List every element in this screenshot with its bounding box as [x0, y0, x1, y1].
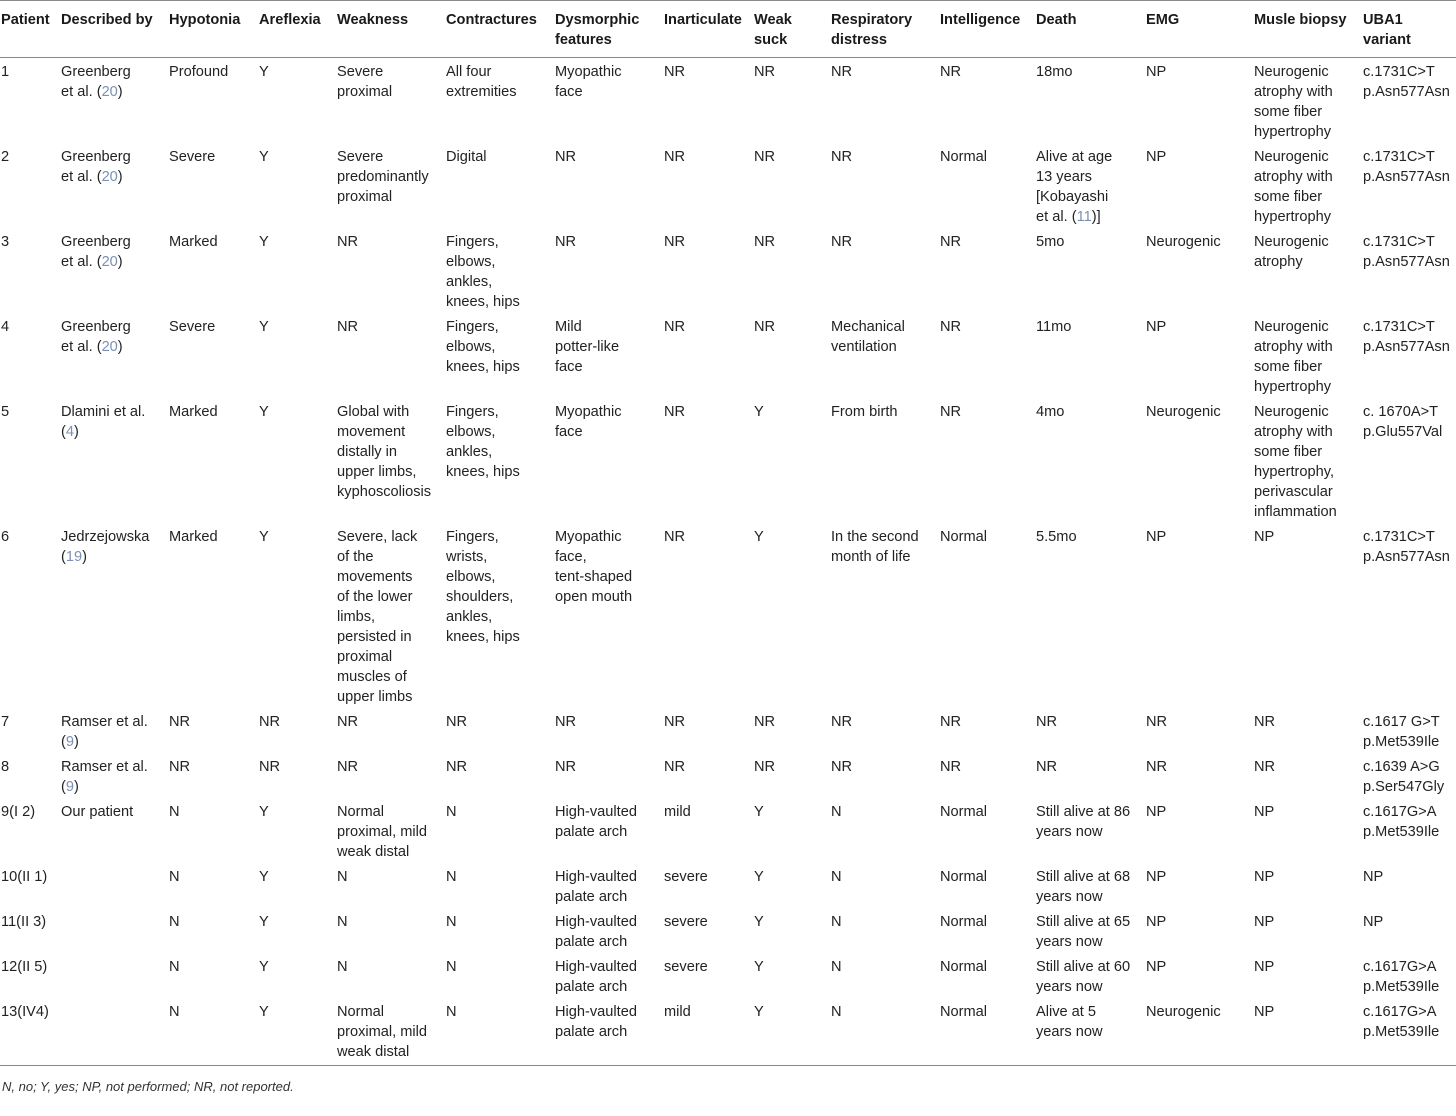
weakness-cell: N: [337, 914, 348, 930]
table-row: [0, 523, 1456, 708]
emg-cell: Neurogenic: [1146, 404, 1221, 420]
table-row: [0, 863, 1456, 908]
dysmorphic-features-cell: Myopathic face: [555, 64, 622, 100]
reference-link[interactable]: 20: [101, 254, 118, 270]
table-row: [0, 798, 1456, 863]
death-cell: [1034, 143, 1144, 228]
weakness-cell: Severe predominantly proximal: [337, 149, 429, 205]
dysmorphic-features-cell: High-vaulted palate arch: [555, 914, 637, 950]
contractures-cell: N: [446, 1004, 457, 1020]
table-row: [0, 58, 1456, 144]
intelligence-cell: NR: [940, 404, 962, 420]
muscle-biopsy-cell: NP: [1254, 1004, 1275, 1020]
column-header: Weak suck: [752, 1, 829, 58]
hypotonia-cell: Severe: [169, 149, 216, 165]
hypotonia-cell: Profound: [169, 64, 229, 80]
weakness-cell: NR: [337, 319, 359, 335]
column-header: Intelligence: [938, 1, 1034, 58]
respiratory-distress-cell: NR: [831, 149, 853, 165]
cell-text-suffix: ): [117, 254, 123, 270]
cell-text: NR: [1036, 759, 1058, 775]
uba1-variant-cell: c.1731C>T p.Asn577Asn: [1363, 529, 1450, 565]
weak-suck-cell: NR: [754, 149, 776, 165]
weak-suck-cell: Y: [754, 959, 764, 975]
emg-cell: NP: [1146, 869, 1167, 885]
muscle-biopsy-cell: NR: [1254, 714, 1276, 730]
uba1-variant-cell: c.1639 A>G p.Ser547Gly: [1363, 759, 1445, 795]
emg-cell: NP: [1146, 149, 1167, 165]
described-by-cell: [59, 953, 167, 998]
respiratory-distress-cell: NR: [831, 714, 853, 730]
inarticulate-cell: severe: [664, 869, 708, 885]
column-header: Areflexia: [257, 1, 335, 58]
dysmorphic-features-cell: High-vaulted palate arch: [555, 1004, 637, 1040]
cell-text: Ramser et al. (: [61, 759, 148, 795]
table-row: [0, 398, 1456, 523]
death-cell: [1034, 953, 1144, 998]
weak-suck-cell: NR: [754, 714, 776, 730]
inarticulate-cell: mild: [664, 804, 691, 820]
areflexia-cell: Y: [259, 404, 269, 420]
inarticulate-cell: severe: [664, 959, 708, 975]
weak-suck-cell: Y: [754, 1004, 764, 1020]
areflexia-cell: NR: [259, 759, 281, 775]
intelligence-cell: Normal: [940, 959, 988, 975]
uba1-variant-cell: c.1617G>A p.Met539Ile: [1363, 1004, 1440, 1040]
weakness-cell: NR: [337, 714, 359, 730]
muscle-biopsy-cell: NR: [1254, 759, 1276, 775]
dysmorphic-features-cell: NR: [555, 759, 577, 775]
patient-id-cell: 3: [1, 234, 10, 250]
areflexia-cell: Y: [259, 319, 269, 335]
cell-text-suffix: ): [117, 169, 123, 185]
column-header: EMG: [1144, 1, 1252, 58]
weak-suck-cell: NR: [754, 234, 776, 250]
areflexia-cell: Y: [259, 529, 269, 545]
reference-link[interactable]: 20: [101, 169, 118, 185]
intelligence-cell: Normal: [940, 804, 988, 820]
hypotonia-cell: Severe: [169, 319, 216, 335]
described-by-cell: [59, 998, 167, 1065]
weakness-cell: N: [337, 959, 348, 975]
emg-cell: NP: [1146, 804, 1167, 820]
intelligence-cell: NR: [940, 319, 962, 335]
respiratory-distress-cell: NR: [831, 234, 853, 250]
respiratory-distress-cell: NR: [831, 64, 853, 80]
cell-text: 5.5mo: [1036, 529, 1077, 545]
weakness-cell: N: [337, 869, 348, 885]
intelligence-cell: Normal: [940, 529, 988, 545]
areflexia-cell: Y: [259, 64, 269, 80]
described-by-cell: [59, 313, 167, 398]
hypotonia-cell: Marked: [169, 234, 218, 250]
weak-suck-cell: Y: [754, 869, 764, 885]
death-cell: [1034, 398, 1144, 523]
dysmorphic-features-cell: NR: [555, 234, 577, 250]
areflexia-cell: Y: [259, 149, 269, 165]
hypotonia-cell: NR: [169, 714, 191, 730]
dysmorphic-features-cell: Myopathic face: [555, 404, 622, 440]
table-row: [0, 708, 1456, 753]
column-header: Dysmorphic features: [553, 1, 662, 58]
described-by-cell: [59, 143, 167, 228]
contractures-cell: NR: [446, 714, 468, 730]
patient-id-cell: 2: [1, 149, 10, 165]
table-row: [0, 228, 1456, 313]
uba1-variant-cell: c.1731C>T p.Asn577Asn: [1363, 64, 1450, 100]
hypotonia-cell: N: [169, 804, 180, 820]
weak-suck-cell: Y: [754, 914, 764, 930]
reference-link[interactable]: 11: [1076, 209, 1092, 225]
intelligence-cell: Normal: [940, 1004, 988, 1020]
death-cell: [1034, 998, 1144, 1065]
hypotonia-cell: Marked: [169, 404, 218, 420]
cell-text: Still alive at 60 years now: [1036, 959, 1131, 995]
muscle-biopsy-cell: NP: [1254, 529, 1275, 545]
hypotonia-cell: N: [169, 959, 180, 975]
emg-cell: NP: [1146, 529, 1167, 545]
death-cell: [1034, 753, 1144, 798]
areflexia-cell: Y: [259, 869, 269, 885]
patient-id-cell: 8: [1, 759, 10, 775]
table-body: [0, 58, 1456, 1066]
cell-text: Greenberg et al. (: [61, 64, 131, 100]
respiratory-distress-cell: From birth: [831, 404, 898, 420]
table-row: [0, 953, 1456, 998]
column-header: Described by: [59, 1, 167, 58]
respiratory-distress-cell: N: [831, 914, 842, 930]
intelligence-cell: NR: [940, 234, 962, 250]
contractures-cell: N: [446, 869, 457, 885]
hypotonia-cell: N: [169, 1004, 180, 1020]
cell-text-suffix: ): [74, 779, 79, 795]
reference-link[interactable]: 19: [65, 549, 83, 565]
table-row: [0, 753, 1456, 798]
dysmorphic-features-cell: NR: [555, 149, 577, 165]
inarticulate-cell: NR: [664, 64, 686, 80]
dysmorphic-features-cell: Mild potter-like face: [555, 319, 620, 375]
inarticulate-cell: NR: [664, 714, 686, 730]
reference-link[interactable]: 9: [65, 734, 74, 750]
emg-cell: Neurogenic: [1146, 1004, 1221, 1020]
uba1-variant-cell: c.1617G>A p.Met539Ile: [1363, 959, 1440, 995]
patient-id-cell: 13(IV4): [1, 1004, 49, 1020]
death-cell: [1034, 58, 1144, 144]
cell-text: Still alive at 68 years now: [1036, 869, 1131, 905]
emg-cell: NP: [1146, 914, 1167, 930]
uba1-variant-cell: c. 1670A>T p.Glu557Val: [1363, 404, 1443, 440]
column-header: Hypotonia: [167, 1, 257, 58]
death-cell: [1034, 908, 1144, 953]
contractures-cell: Fingers, elbows, knees, hips: [446, 319, 520, 375]
contractures-cell: Fingers, elbows, ankles, knees, hips: [446, 234, 520, 310]
patient-id-cell: 9(I 2): [1, 804, 36, 820]
table-row: [0, 313, 1456, 398]
cell-text-suffix: ): [74, 734, 79, 750]
inarticulate-cell: NR: [664, 404, 686, 420]
uba1-variant-cell: c.1731C>T p.Asn577Asn: [1363, 149, 1450, 185]
cell-text-suffix: )]: [1091, 209, 1101, 225]
areflexia-cell: Y: [259, 234, 269, 250]
dysmorphic-features-cell: High-vaulted palate arch: [555, 869, 637, 905]
cell-text: Jedrzejowska (: [61, 529, 150, 565]
weakness-cell: Normal proximal, mild weak distal: [337, 1004, 428, 1060]
cell-text: 18mo: [1036, 64, 1073, 80]
described-by-cell: [59, 523, 167, 708]
column-header: Inarticulate: [662, 1, 752, 58]
emg-cell: NR: [1146, 714, 1168, 730]
dysmorphic-features-cell: NR: [555, 714, 577, 730]
cell-text: 5mo: [1036, 234, 1065, 250]
weak-suck-cell: Y: [754, 529, 764, 545]
contractures-cell: N: [446, 804, 457, 820]
emg-cell: NP: [1146, 64, 1167, 80]
weak-suck-cell: NR: [754, 319, 776, 335]
respiratory-distress-cell: N: [831, 804, 842, 820]
inarticulate-cell: severe: [664, 914, 708, 930]
emg-cell: NP: [1146, 319, 1167, 335]
muscle-biopsy-cell: Neurogenic atrophy with some fiber hypertrophy: [1254, 149, 1333, 225]
table-row: [0, 143, 1456, 228]
table-row: [0, 998, 1456, 1065]
muscle-biopsy-cell: NP: [1254, 914, 1275, 930]
uba1-variant-cell: c.1731C>T p.Asn577Asn: [1363, 319, 1450, 355]
inarticulate-cell: NR: [664, 234, 686, 250]
intelligence-cell: NR: [940, 759, 962, 775]
contractures-cell: Fingers, wrists, elbows, shoulders, ankles, knees, hips: [446, 529, 520, 645]
cell-text: Greenberg et al. (: [61, 234, 131, 270]
muscle-biopsy-cell: Neurogenic atrophy with some fiber hypertrophy: [1254, 319, 1333, 395]
weakness-cell: NR: [337, 234, 359, 250]
patient-id-cell: 5: [1, 404, 10, 420]
cell-text: Dlamini et al. (: [61, 404, 146, 440]
cell-text: Our patient: [61, 804, 134, 820]
muscle-biopsy-cell: NP: [1254, 804, 1275, 820]
emg-cell: Neurogenic: [1146, 234, 1221, 250]
emg-cell: NP: [1146, 959, 1167, 975]
reference-link[interactable]: 20: [101, 339, 118, 355]
death-cell: [1034, 313, 1144, 398]
table-header: [0, 1, 1456, 58]
reference-link[interactable]: 4: [65, 424, 74, 440]
described-by-cell: [59, 228, 167, 313]
patient-id-cell: 7: [1, 714, 10, 730]
weak-suck-cell: Y: [754, 404, 764, 420]
death-cell: [1034, 863, 1144, 908]
described-by-cell: [59, 58, 167, 144]
uba1-variant-cell: NP: [1363, 914, 1384, 930]
described-by-cell: [59, 708, 167, 753]
respiratory-distress-cell: Mechanical ventilation: [831, 319, 905, 355]
patient-id-cell: 12(II 5): [1, 959, 48, 975]
column-header: Weakness: [335, 1, 444, 58]
intelligence-cell: NR: [940, 714, 962, 730]
cell-text: NR: [1036, 714, 1058, 730]
weakness-cell: Severe, lack of the movements of the lower limbs, persisted in proximal muscles of upper limbs: [337, 529, 418, 705]
column-header: Death: [1034, 1, 1144, 58]
table-footnote: N, no; Y, yes; NP, not performed; NR, not reported.: [2, 1079, 294, 1094]
cell-text: Still alive at 86 years now: [1036, 804, 1131, 840]
intelligence-cell: Normal: [940, 914, 988, 930]
column-header: UBA1 variant: [1361, 1, 1456, 58]
respiratory-distress-cell: NR: [831, 759, 853, 775]
weakness-cell: Global with movement distally in upper limbs, kyphoscoliosis: [337, 404, 432, 500]
emg-cell: NR: [1146, 759, 1168, 775]
dysmorphic-features-cell: High-vaulted palate arch: [555, 804, 637, 840]
patient-id-cell: 1: [1, 64, 10, 80]
intelligence-cell: NR: [940, 64, 962, 80]
patient-id-cell: 11(II 3): [1, 914, 47, 930]
inarticulate-cell: NR: [664, 759, 686, 775]
table-row: [0, 908, 1456, 953]
weakness-cell: Severe proximal: [337, 64, 393, 100]
hypotonia-cell: Marked: [169, 529, 218, 545]
respiratory-distress-cell: In the second month of life: [831, 529, 919, 565]
uba1-variant-cell: NP: [1363, 869, 1384, 885]
reference-link[interactable]: 9: [65, 779, 74, 795]
patient-id-cell: 10(II 1): [1, 869, 48, 885]
described-by-cell: [59, 753, 167, 798]
weak-suck-cell: Y: [754, 804, 764, 820]
patient-id-cell: 6: [1, 529, 10, 545]
weakness-cell: NR: [337, 759, 359, 775]
cell-text: Alive at age 13 years [Kobayashi et al. (: [1036, 149, 1113, 225]
death-cell: [1034, 798, 1144, 863]
hypotonia-cell: N: [169, 914, 180, 930]
cell-text: Greenberg et al. (: [61, 149, 131, 185]
areflexia-cell: Y: [259, 914, 269, 930]
inarticulate-cell: mild: [664, 1004, 691, 1020]
described-by-cell: [59, 798, 167, 863]
contractures-cell: Digital: [446, 149, 487, 165]
described-by-cell: [59, 908, 167, 953]
cell-text: Alive at 5 years now: [1036, 1004, 1103, 1040]
cell-text: Greenberg et al. (: [61, 319, 131, 355]
contractures-cell: Fingers, elbows, ankles, knees, hips: [446, 404, 520, 480]
reference-link[interactable]: 20: [101, 84, 118, 100]
cell-text: Still alive at 65 years now: [1036, 914, 1131, 950]
cell-text-suffix: ): [117, 84, 123, 100]
described-by-cell: [59, 398, 167, 523]
hypotonia-cell: NR: [169, 759, 191, 775]
uba1-variant-cell: c.1731C>T p.Asn577Asn: [1363, 234, 1450, 270]
hypotonia-cell: N: [169, 869, 180, 885]
header-row: [0, 1, 1456, 58]
muscle-biopsy-cell: Neurogenic atrophy with some fiber hypertrophy, perivascular inflammation: [1254, 404, 1337, 520]
column-header: Musle biopsy: [1252, 1, 1361, 58]
areflexia-cell: Y: [259, 1004, 269, 1020]
inarticulate-cell: NR: [664, 529, 686, 545]
areflexia-cell: Y: [259, 804, 269, 820]
muscle-biopsy-cell: NP: [1254, 869, 1275, 885]
respiratory-distress-cell: N: [831, 959, 842, 975]
contractures-cell: All four extremities: [446, 64, 517, 100]
dysmorphic-features-cell: Myopathic face, tent-shaped open mouth: [555, 529, 633, 605]
contractures-cell: NR: [446, 759, 468, 775]
uba1-variant-cell: c.1617G>A p.Met539Ile: [1363, 804, 1440, 840]
cell-text: 11mo: [1036, 319, 1072, 335]
cell-text: 4mo: [1036, 404, 1065, 420]
areflexia-cell: Y: [259, 959, 269, 975]
dysmorphic-features-cell: High-vaulted palate arch: [555, 959, 637, 995]
inarticulate-cell: NR: [664, 319, 686, 335]
respiratory-distress-cell: N: [831, 1004, 842, 1020]
patient-id-cell: 4: [1, 319, 10, 335]
inarticulate-cell: NR: [664, 149, 686, 165]
death-cell: [1034, 523, 1144, 708]
column-header: Patient: [0, 1, 59, 58]
cell-text: Ramser et al. (: [61, 714, 148, 750]
contractures-cell: N: [446, 959, 457, 975]
cell-text-suffix: ): [117, 339, 123, 355]
muscle-biopsy-cell: NP: [1254, 959, 1275, 975]
weak-suck-cell: NR: [754, 759, 776, 775]
column-header: Respiratory distress: [829, 1, 938, 58]
weak-suck-cell: NR: [754, 64, 776, 80]
uba1-variant-cell: c.1617 G>T p.Met539Ile: [1363, 714, 1440, 750]
contractures-cell: N: [446, 914, 457, 930]
respiratory-distress-cell: N: [831, 869, 842, 885]
muscle-biopsy-cell: Neurogenic atrophy: [1254, 234, 1329, 270]
areflexia-cell: NR: [259, 714, 281, 730]
cell-text-suffix: ): [82, 549, 87, 565]
weakness-cell: Normal proximal, mild weak distal: [337, 804, 428, 860]
intelligence-cell: Normal: [940, 869, 988, 885]
cell-text-suffix: ): [74, 424, 79, 440]
death-cell: [1034, 228, 1144, 313]
column-header: Contractures: [444, 1, 553, 58]
muscle-biopsy-cell: Neurogenic atrophy with some fiber hypertrophy: [1254, 64, 1333, 140]
intelligence-cell: Normal: [940, 149, 988, 165]
death-cell: [1034, 708, 1144, 753]
described-by-cell: [59, 863, 167, 908]
